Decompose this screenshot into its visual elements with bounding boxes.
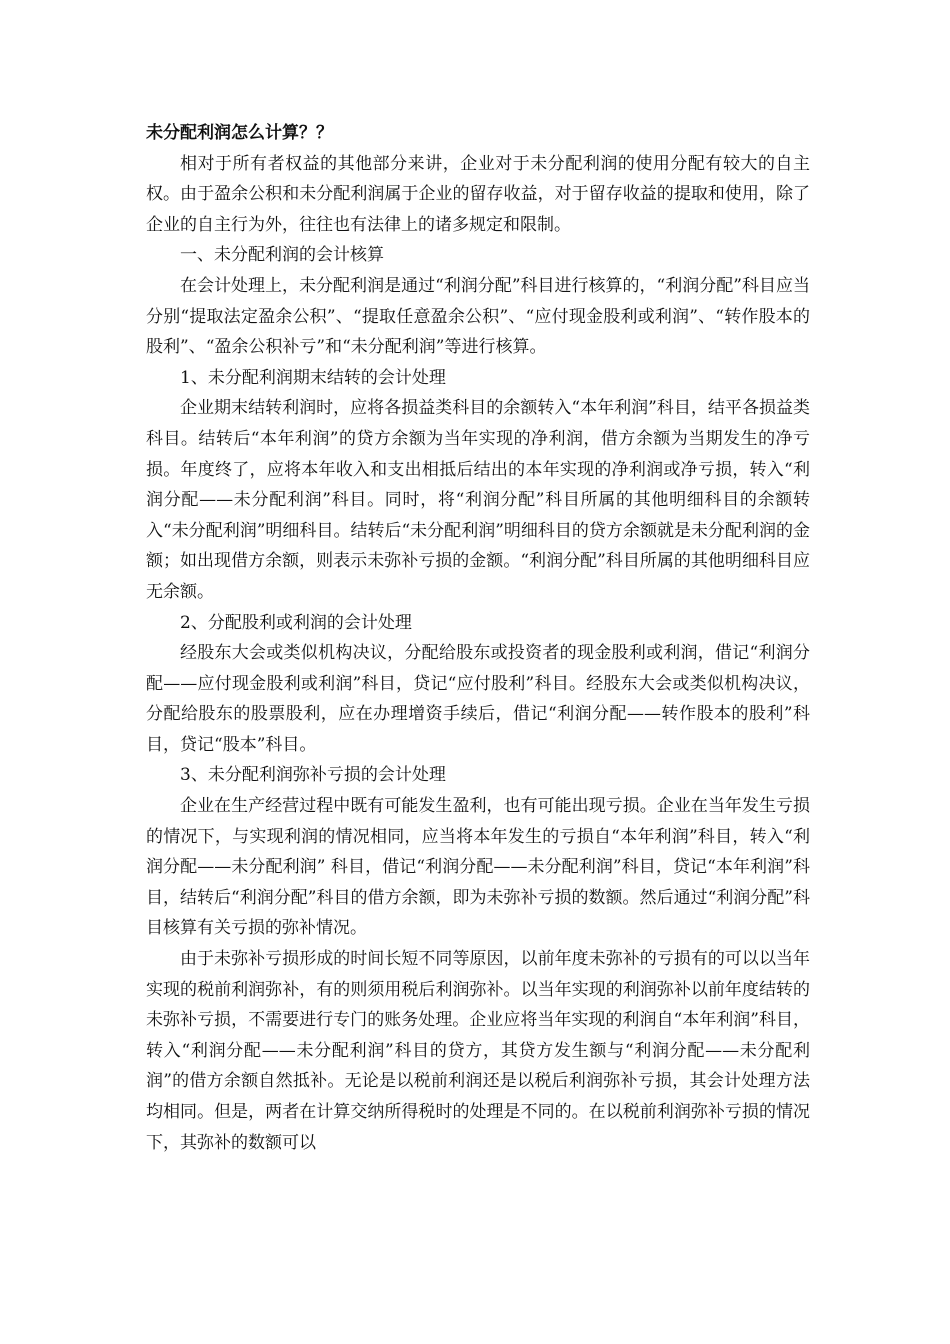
- section-heading-accounting: 一、未分配利润的会计核算: [180, 245, 384, 266]
- paragraph-loss-offset-detail: 由于未弥补亏损形成的时间长短不同等原因，以前年度未弥补的亏损有的可以以当年实现的税前利润弥补，有的则须用税后利润弥补。以当年实现的利润弥补以前年度结转的未弥补亏损，不需要进行专门的账务处理。企业应将当年实现的利润自“本年利润”科目，转入“利润分配——未分配利润”科目的贷方，其贷方发生额与“利润分配——未分配利润”的借方余额自然抵补。无论是以税前利润还是以税后利润弥补亏损，其会计处理方法均相同。但是，两者在计算交纳所得税时的处理是不同的。在以税前利润弥补亏损的情况下，其弥补的数额可以: [146, 949, 810, 1153]
- paragraph-loss-offset: 企业在生产经营过程中既有可能发生盈利，也有可能出现亏损。企业在当年发生亏损的情况下，与实现利润的情况相同，应当将本年发生的亏损自“本年利润”科目，转入“利润分配——未分配利润” 科目，借记“利润分配——未分配利润”科目，贷记“本年利润”科目，结转后“利润分配”科目的借方余额，即为未弥补亏损的数额。然后通过“利润分配”科目核算有关亏损的弥补情况。: [146, 796, 810, 939]
- section-heading-loss-offset: 3、未分配利润弥补亏损的会计处理: [180, 765, 446, 786]
- section-heading-period-end: 1、未分配利润期末结转的会计处理: [180, 367, 446, 388]
- paragraph-intro: 相对于所有者权益的其他部分来讲，企业对于未分配利润的使用分配有较大的自主权。由于盈余公积和未分配利润属于企业的留存收益，对于留存收益的提取和使用，除了企业的自主行为外，往往也有法律上的诸多规定和限制。: [146, 153, 810, 235]
- paragraph-accounting: 在会计处理上，未分配利润是通过“利润分配”科目进行核算的，“利润分配”科目应当分别“提取法定盈余公积”、“提取任意盈余公积”、“应付现金股利或利润”、“转作股本的股利”、“盈余公积补亏”和“未分配利润”等进行核算。: [146, 275, 810, 358]
- document-title: 未分配利润怎么计算？？: [146, 123, 333, 143]
- section-heading-dividends: 2、分配股利或利润的会计处理: [180, 612, 412, 633]
- document-page: [146, 118, 810, 1158]
- paragraph-dividends: 经股东大会或类似机构决议，分配给股东或投资者的现金股利或利润，借记“利润分配——应付现金股利或利润”科目，贷记“应付股利”科目。经股东大会或类似机构决议，分配给股东的股票股利，应在办理增资手续后，借记“利润分配——转作股本的股利”科目，贷记“股本”科目。: [146, 643, 810, 755]
- paragraph-period-end: 企业期末结转利润时，应将各损益类科目的余额转入“本年利润”科目，结平各损益类科目。结转后“本年利润”的贷方余额为当年实现的净利润，借方余额为当期发生的净亏损。年度终了，应将本年收入和支出相抵后结出的本年实现的净利润或净亏损，转入“利润分配——未分配利润”科目。同时，将“利润分配”科目所属的其他明细科目的余额转入“未分配利润”明细科目。结转后“未分配利润”明细科目的贷方余额就是未分配利润的金额；如出现借方余额，则表示未弥补亏损的金额。“利润分配”科目所属的其他明细科目应无余额。: [146, 398, 810, 602]
